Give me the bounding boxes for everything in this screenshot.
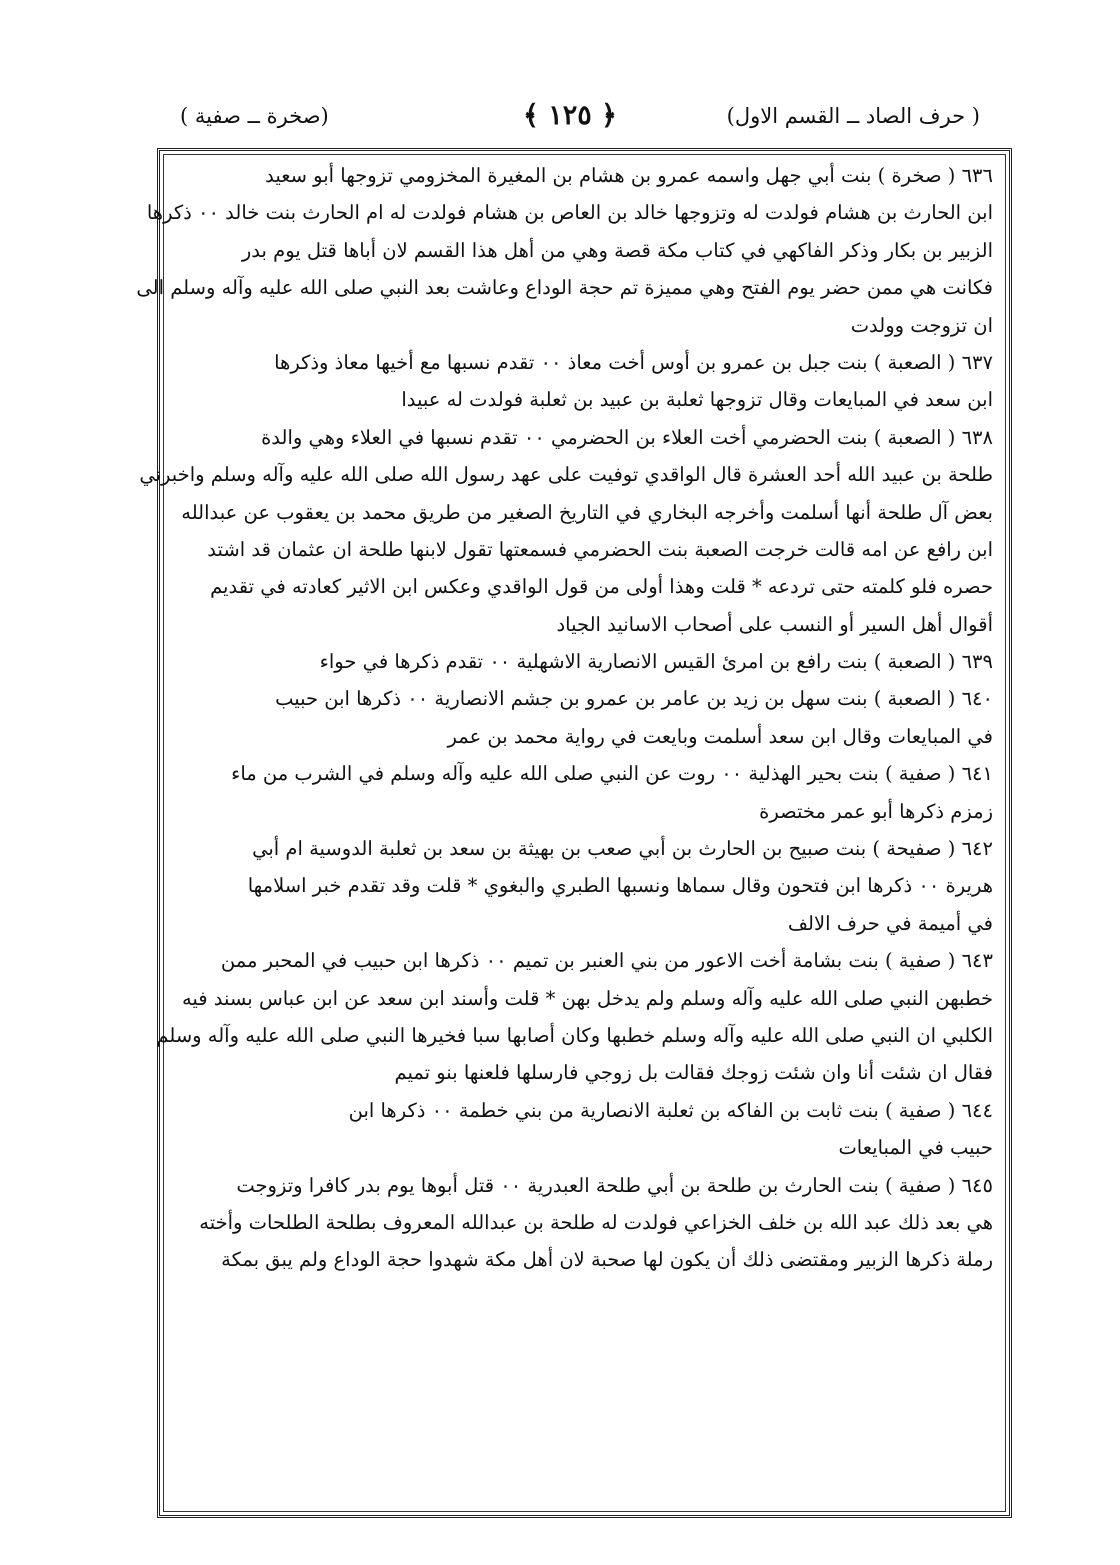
text-line: خطبهن النبي صلى الله عليه وآله وسلم ولم يدخل بهن * قلت وأسند ابن سعد عن ابن عباس بسند فيه <box>181 986 993 1010</box>
text-line: أقوال أهل السير أو النسب على أصحاب الاسانيد الجياد <box>556 612 993 636</box>
text-line: ابن سعد في المبايعات وقال تزوجها ثعلبة بن عبيد بن ثعلبة فولدت له عبيدا <box>401 388 993 412</box>
text-line: الكلبي ان النبي صلى الله عليه وآله وسلم خطبها وكان أصابها سبا فخيرها النبي صلى الله عليه وآله وسلم <box>156 1023 993 1047</box>
text-line: ٦٤٤ ( صفية ) بنت ثابت بن الفاكه بن ثعلبة الانصارية من بني خطمة ٠٠ ذكرها ابن <box>348 1098 993 1122</box>
running-head-section: ( حرف الصاد ــ القسم الاول) <box>726 104 980 128</box>
text-line: حصره فلو كلمته حتى تردعه * قلت وهذا أولى من قول الواقدي وعكس ابن الاثير كعادته في تقديم <box>210 575 993 599</box>
page-number: ﴿ ١٢٥ ﴾ <box>523 100 617 131</box>
running-head-entries: (صخرة ــ صفية ) <box>180 104 329 128</box>
text-line: ٦٣٨ ( الصعبة ) بنت الحضرمي أخت العلاء بن الحضرمي ٠٠ تقدم نسبها في العلاء وهي والدة <box>261 425 993 449</box>
text-line: ٦٤٣ ( صفية ) بنت بشامة أخت الاعور من بني العنبر بن تميم ٠٠ ذكرها ابن حبيب في المحبر ممن <box>220 949 993 973</box>
text-line: ٦٣٦ ( صخرة ) بنت أبي جهل واسمه عمرو بن هشام بن المغيرة المخزومي تزوجها أبو سعيد <box>265 164 993 187</box>
text-line: في أميمة في حرف الالف <box>787 911 993 935</box>
text-line: الزبير بن بكار وذكر الفاكهي في كتاب مكة قصة وهي من أهل هذا القسم لان أباها قتل يوم بدر <box>241 238 993 262</box>
text-line: ابن رافع عن امه قالت خرجت الصعبة بنت الحضرمي فسمعتها تقول لابنها طلحة ان عثمان قد اشتد <box>207 537 993 561</box>
text-line: ٦٤١ ( صفية ) بنت بحير الهذلية ٠٠ روت عن النبي صلى الله عليه وآله وسلم في الشرب من ماء <box>231 762 993 786</box>
text-line: في المبايعات وقال ابن سعد أسلمت وبايعت في رواية محمد بن عمر <box>447 724 993 748</box>
text-line: ابن الحارث بن هشام فولدت له وتزوجها خالد بن العاص بن هشام فولدت له ام الحارث بنت خالد ٠٠ ذكرها <box>146 201 993 225</box>
text-line: هي بعد ذلك عبد الله بن خلف الخزاعي فولدت له طلحة بن عبدالله المعروف بطلحة الطلحات وأخته <box>199 1210 993 1234</box>
text-line: ٦٤٢ ( صفيحة ) بنت صبيح بن الحارث بن أبي صعب بن بهيثة بن سعد بن ثعلبة الدوسية ام أبي <box>252 837 993 861</box>
page-body <box>136 157 993 1279</box>
text-line: ٦٣٩ ( الصعبة ) بنت رافع بن امرئ القيس الانصارية الاشهلية ٠٠ تقدم ذكرها في حواء <box>319 650 993 674</box>
text-line: زمزم ذكرها أبو عمر مختصرة <box>759 799 993 823</box>
text-line: حبيب في المبايعات <box>838 1136 993 1160</box>
text-line: فكانت هي ممن حضر يوم الفتح وهي مميزة تم حجة الوداع وعاشت بعد النبي صلى الله عليه وآله وسلم الى <box>136 276 993 300</box>
text-line: ٦٣٧ ( الصعبة ) بنت جبل بن عمرو بن أوس أخت معاذ ٠٠ تقدم نسبها مع أخيها معاذ وذكرها <box>274 350 993 374</box>
text-line: بعض آل طلحة أنها أسلمت وأخرجه البخاري في التاريخ الصغير من طريق محمد بن يعقوب عن عبدالله <box>181 500 993 524</box>
text-line: ٦٤٠ ( الصعبة ) بنت سهل بن زيد بن عامر بن عمرو بن جشم الانصارية ٠٠ ذكرها ابن حبيب <box>275 687 993 711</box>
text-line: طلحة بن عبيد الله أحد العشرة قال الواقدي توفيت على عهد رسول الله صلى الله عليه وآله وسلم واخبرني <box>139 463 993 487</box>
text-line: ٦٤٥ ( صفية ) بنت الحارث بن طلحة بن أبي طلحة العبدرية ٠٠ قتل أبوها يوم بدر كافرا وتزوجت <box>236 1173 993 1197</box>
page-header <box>160 96 980 144</box>
text-line: هريرة ٠٠ ذكرها ابن فتحون وقال سماها ونسبها الطبري والبغوي * قلت وقد تقدم خبر اسلامها <box>247 874 993 898</box>
text-line: ان تزوجت وولدت <box>850 313 993 337</box>
text-line: فقال ان شئت أنا وان شئت زوجك فقالت بل زوجي فارسلها فلعنها بنو تميم <box>394 1061 993 1085</box>
text-line: رملة ذكرها الزبير ومقتضى ذلك أن يكون لها صحبة لان أهل مكة شهدوا حجة الوداع ولم يبق بمكة <box>221 1248 993 1272</box>
